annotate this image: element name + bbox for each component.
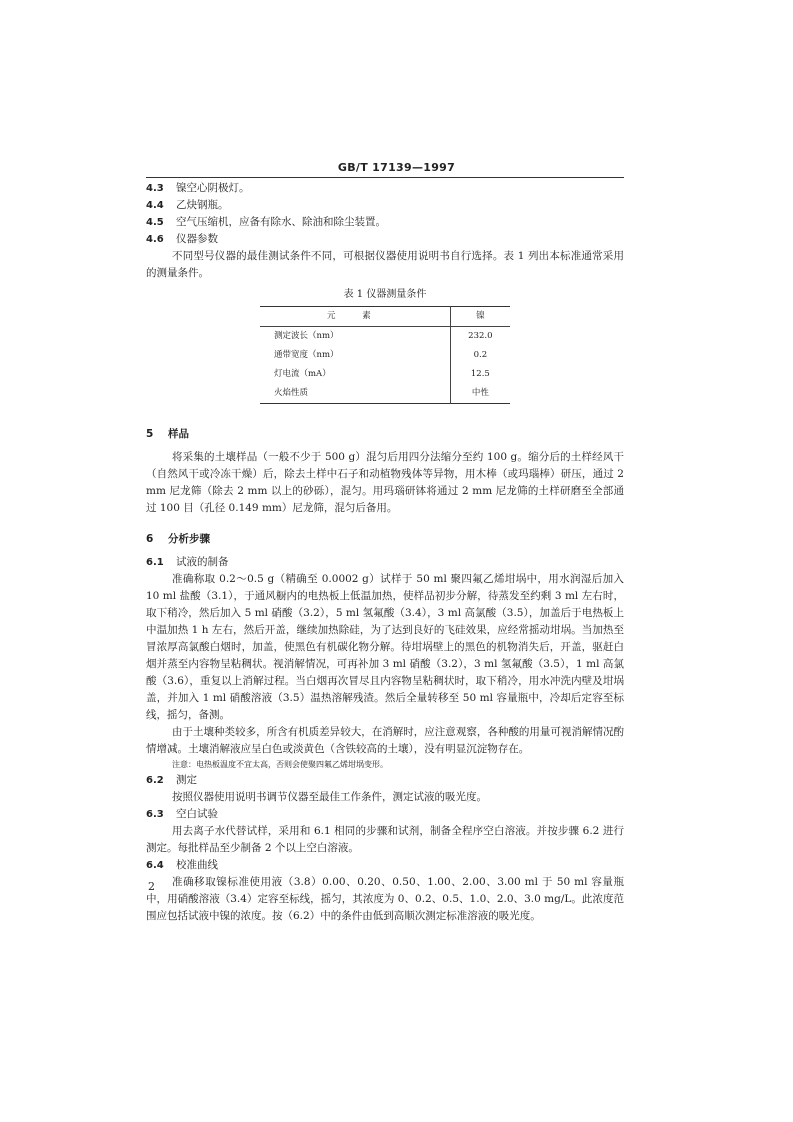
table-row bbox=[260, 346, 510, 365]
clause-4-5 bbox=[146, 214, 624, 231]
clause-6-3 bbox=[146, 806, 624, 823]
page-number: 2 bbox=[148, 880, 155, 893]
column-header-nickel: 镍 bbox=[450, 307, 510, 327]
clause-title: 试液的制备 bbox=[176, 556, 229, 568]
clause-text: 仪器参数 bbox=[176, 233, 218, 245]
clause-6-1 bbox=[146, 554, 624, 571]
paragraph-6-3: 用去离子水代替试样，采用和 6.1 相同的步骤和试剂，制备全程序空白溶液。并按步骤 6.2 进行测定。每批样品至少制备 2 个以上空白溶液。 bbox=[146, 825, 624, 854]
note-6-1: 注意：电热板温度不宜太高，否则会使聚四氟乙烯坩埚变形。 bbox=[172, 760, 388, 769]
clause-number: 6.3 bbox=[146, 809, 164, 820]
clause-6-2 bbox=[146, 772, 624, 789]
page-content bbox=[146, 180, 624, 925]
clause-number: 4.6 bbox=[146, 234, 164, 245]
paragraph-4-6: 不同型号仪器的最佳测试条件不同，可根据仪器使用说明书自行选择。表 1 列出本标准通常采用的测量条件。 bbox=[146, 250, 624, 279]
column-header-element: 元 素 bbox=[327, 311, 383, 321]
clause-4-6 bbox=[146, 231, 624, 248]
section-number: 6 bbox=[146, 533, 154, 545]
clause-number: 6.2 bbox=[146, 775, 164, 786]
table-row bbox=[260, 327, 510, 347]
clause-title: 空白试验 bbox=[176, 808, 218, 820]
clause-6-4 bbox=[146, 857, 624, 874]
clause-title: 测定 bbox=[176, 774, 197, 786]
table-header-row bbox=[260, 307, 510, 327]
row-label: 通带宽度（nm） bbox=[274, 350, 339, 360]
paragraph-5: 将采集的土壤样品（一般不少于 500 g）混匀后用四分法缩分至约 100 g。缩分后的土样经风干（自然风干或冷冻干燥）后，除去土样中石子和动植物残体等异物，用木棒（或玛瑙棒）研压，通过 2 mm 尼龙筛（除去 2 mm 以上的砂砾），混匀。用玛瑙研钵将通过 2 mm 尼龙筛的土样研磨至全部通过 100 目（孔径 0.149 mm）尼龙筛，混匀后备用。 bbox=[146, 451, 624, 514]
row-value: 0.2 bbox=[450, 346, 510, 365]
section-6-heading bbox=[146, 531, 624, 548]
clause-number: 4.5 bbox=[146, 217, 164, 228]
paragraph-6-1a: 准确称取 0.2～0.5 g（精确至 0.0002 g）试样于 50 ml 聚四氟乙烯坩埚中，用水润湿后加入 10 ml 盐酸（3.1），于通风橱内的电热板上低温加热，使样品初步分解，待蒸发至约剩 3 ml 左右时，取下稍冷，然后加入 5 ml 硝酸（3.2），5 ml 氢氟酸（3.4），3 ml 高氯酸（3.5），加盖后于电热板上中温加热 1 h 左右，然后开盖，继续加热除硅，为了达到良好的飞硅效果，应经常摇动坩埚。当加热至冒浓厚高氯酸白烟时，加盖，使黑色有机碳化物分解。待坩埚壁上的黑色的机物消失后，开盖，驱赶白烟并蒸至内容物呈粘稠状。视消解情况，可再补加 3 ml 硝酸（3.2），3 ml 氢氟酸（3.5），1 ml 高氯酸（3.6），重复以上消解过程。当白烟再次冒尽且内容物呈粘稠状时，取下稍冷，用水冲洗内壁及坩埚盖，并加入 1 ml 硝酸溶液（3.5）温热溶解残渣。然后全量转移至 50 ml 容量瓶中，冷却后定容至标线，摇匀，备测。 bbox=[146, 573, 624, 721]
row-label: 火焰性质 bbox=[274, 388, 309, 398]
section-5-heading bbox=[146, 426, 624, 443]
standard-header: GB/T 17139—1997 bbox=[337, 161, 456, 174]
clause-number: 6.1 bbox=[146, 557, 164, 568]
section-title: 样品 bbox=[168, 428, 189, 440]
clause-text: 空气压缩机，应备有除水、除油和除尘装置。 bbox=[176, 216, 386, 228]
row-label: 测定波长（nm） bbox=[274, 331, 339, 341]
row-value: 中性 bbox=[450, 384, 510, 404]
header-rule bbox=[146, 177, 624, 178]
clause-number: 4.4 bbox=[146, 200, 164, 211]
row-value: 232.0 bbox=[450, 327, 510, 347]
clause-4-3 bbox=[146, 180, 624, 197]
paragraph-6-4: 准确移取镍标准使用液（3.8）0.00、0.20、0.50、1.00、2.00、3.00 ml 于 50 ml 容量瓶中，用硝酸溶液（3.4）定容至标线，摇匀，其浓度为 0、0.2、0.5、1.0、2.0、3.0 mg/L。此浓度范围应包括试液中镍的浓度。按（6.2）中的条件由低到高顺次测定标准溶液的吸光度。 bbox=[146, 876, 624, 922]
instrument-conditions-table bbox=[260, 306, 510, 404]
section-title: 分析步骤 bbox=[168, 533, 210, 545]
clause-title: 校准曲线 bbox=[176, 859, 218, 871]
paragraph-6-2: 按照仪器使用说明书调节仪器至最佳工作条件，测定试液的吸光度。 bbox=[172, 791, 487, 803]
paragraph-6-1b: 由于土壤种类较多，所含有机质差异较大，在消解时，应注意观察，各种酸的用量可视消解情况酌情增减。土壤消解液应呈白色或淡黄色（含铁较高的土壤），没有明显沉淀物存在。 bbox=[146, 726, 624, 755]
clause-number: 6.4 bbox=[146, 860, 164, 871]
clause-number: 4.3 bbox=[146, 183, 164, 194]
clause-text: 乙炔钢瓶。 bbox=[176, 199, 229, 211]
section-number: 5 bbox=[146, 428, 154, 440]
clause-4-4 bbox=[146, 197, 624, 214]
table-row bbox=[260, 365, 510, 384]
row-label: 灯电流（mA） bbox=[274, 369, 331, 379]
table-row bbox=[260, 384, 510, 404]
row-value: 12.5 bbox=[450, 365, 510, 384]
table-title: 表 1 仪器测量条件 bbox=[343, 289, 427, 300]
clause-text: 镍空心阴极灯。 bbox=[176, 182, 250, 194]
